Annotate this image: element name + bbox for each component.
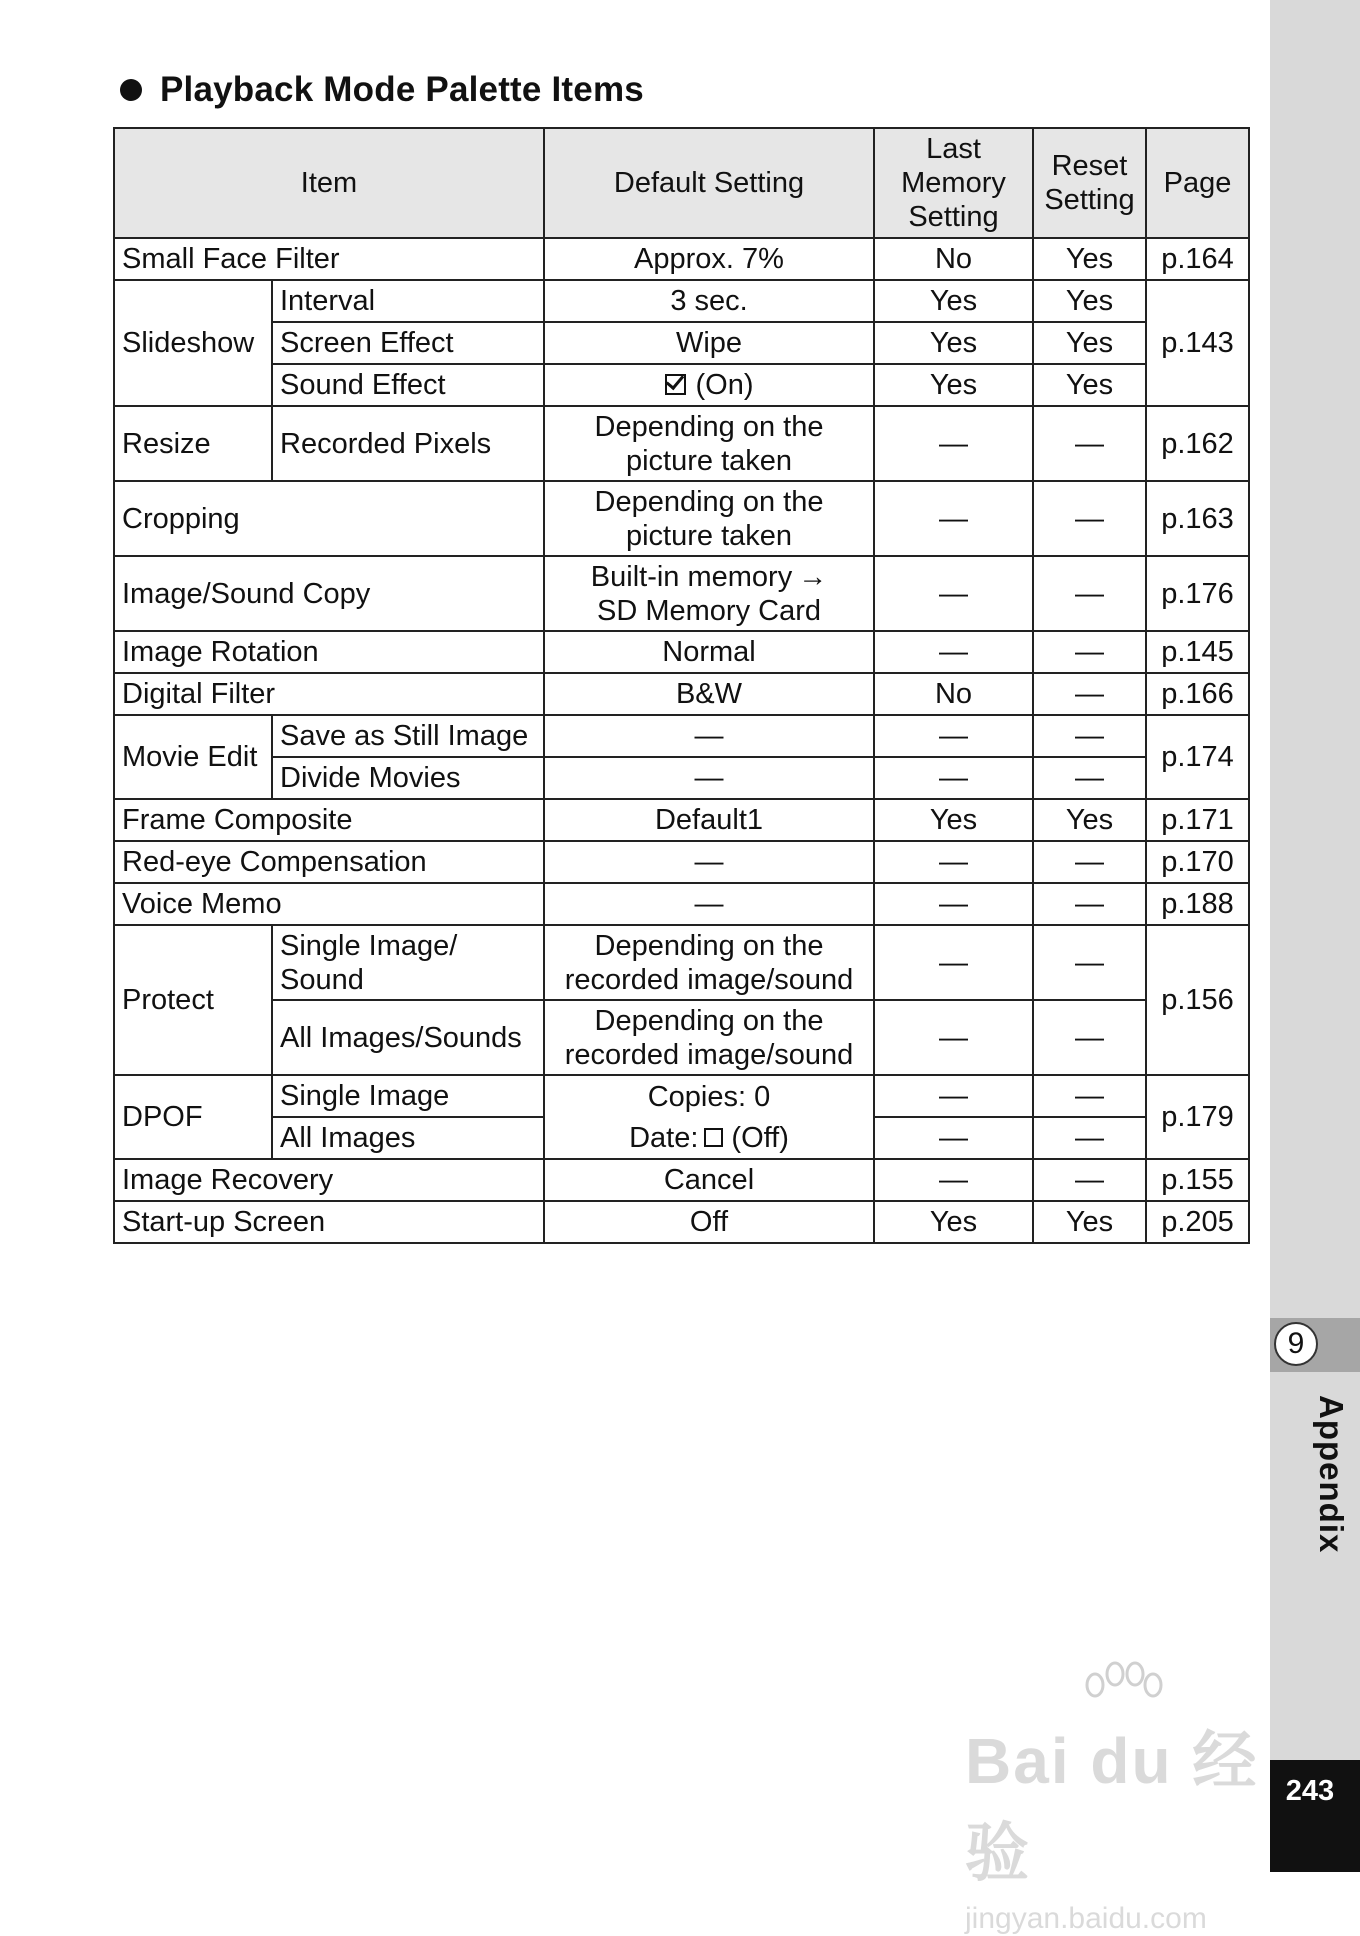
page-cell: p.164 xyxy=(1146,238,1249,280)
table-row xyxy=(114,673,1249,715)
table-row xyxy=(114,364,1249,406)
page-cell: p.163 xyxy=(1146,481,1249,556)
page-cell: p.143 xyxy=(1146,280,1249,406)
item-cell: Image Rotation xyxy=(114,631,544,673)
default-cell: Approx. 7% xyxy=(544,238,874,280)
table-row xyxy=(114,1000,1249,1075)
page-cell: p.155 xyxy=(1146,1159,1249,1201)
watermark xyxy=(965,1660,1275,1935)
unchecked-box-icon xyxy=(704,1128,723,1147)
page-cell: p.170 xyxy=(1146,841,1249,883)
reset-cell: — xyxy=(1033,631,1146,673)
reset-cell: — xyxy=(1033,883,1146,925)
last-memory-cell: — xyxy=(874,1117,1033,1159)
reset-cell: — xyxy=(1033,757,1146,799)
item-cell: Red-eye Compensation xyxy=(114,841,544,883)
header-last-memory: Last Memory Setting xyxy=(874,128,1033,238)
page-cell: p.176 xyxy=(1146,556,1249,631)
default-cell: Wipe xyxy=(544,322,874,364)
reset-cell: Yes xyxy=(1033,280,1146,322)
item-cell: Cropping xyxy=(114,481,544,556)
default-cell: Date: (Off) xyxy=(544,1117,874,1159)
item-cell: Start-up Screen xyxy=(114,1201,544,1243)
sub-item-cell: Sound Effect xyxy=(272,364,544,406)
reset-cell: — xyxy=(1033,481,1146,556)
page-cell: p.171 xyxy=(1146,799,1249,841)
reset-cell: — xyxy=(1033,1075,1146,1117)
item-cell: Digital Filter xyxy=(114,673,544,715)
table-row xyxy=(114,1075,1249,1117)
header-item: Item xyxy=(114,128,544,238)
reset-cell: Yes xyxy=(1033,322,1146,364)
default-cell: Built-in memory → SD Memory Card xyxy=(544,556,874,631)
header-page: Page xyxy=(1146,128,1249,238)
default-cell: Default1 xyxy=(544,799,874,841)
last-memory-cell: Yes xyxy=(874,322,1033,364)
sub-item-cell: Recorded Pixels xyxy=(272,406,544,481)
sub-item-cell: Interval xyxy=(272,280,544,322)
default-cell: Cancel xyxy=(544,1159,874,1201)
watermark-logo: Bai du 经验 xyxy=(965,1725,1259,1889)
table-row xyxy=(114,481,1249,556)
table-row xyxy=(114,1159,1249,1201)
reset-cell: — xyxy=(1033,841,1146,883)
default-cell: Copies: 0 xyxy=(544,1075,874,1117)
default-cell: Normal xyxy=(544,631,874,673)
table-row xyxy=(114,631,1249,673)
chapter-title: Appendix xyxy=(1313,1395,1350,1554)
palette-items-table xyxy=(113,127,1250,1244)
chapter-number: 9 xyxy=(1274,1322,1318,1366)
default-cell: (On) xyxy=(544,364,874,406)
section-heading xyxy=(120,70,644,110)
sub-item-cell: Single Image/ Sound xyxy=(272,925,544,1000)
page-cell: p.188 xyxy=(1146,883,1249,925)
item-cell: Image/Sound Copy xyxy=(114,556,544,631)
reset-cell: Yes xyxy=(1033,238,1146,280)
reset-cell: — xyxy=(1033,673,1146,715)
page-cell: p.166 xyxy=(1146,673,1249,715)
default-cell: B&W xyxy=(544,673,874,715)
sub-item-cell: All Images xyxy=(272,1117,544,1159)
group-cell: Movie Edit xyxy=(114,715,272,799)
table-row xyxy=(114,715,1249,757)
last-memory-cell: — xyxy=(874,481,1033,556)
table-row xyxy=(114,925,1249,1000)
group-cell: Protect xyxy=(114,925,272,1075)
reset-cell: — xyxy=(1033,1000,1146,1075)
last-memory-cell: — xyxy=(874,556,1033,631)
table-row xyxy=(114,1201,1249,1243)
default-cell: — xyxy=(544,883,874,925)
page-cell: p.179 xyxy=(1146,1075,1249,1159)
reset-cell: Yes xyxy=(1033,1201,1146,1243)
default-cell: Depending on the picture taken xyxy=(544,406,874,481)
page-cell: p.174 xyxy=(1146,715,1249,799)
right-arrow-icon: → xyxy=(798,560,828,593)
item-cell: Small Face Filter xyxy=(114,238,544,280)
last-memory-cell: — xyxy=(874,1000,1033,1075)
default-cell: Depending on the recorded image/sound xyxy=(544,925,874,1000)
item-cell: Voice Memo xyxy=(114,883,544,925)
last-memory-cell: — xyxy=(874,1159,1033,1201)
table-row xyxy=(114,238,1249,280)
table-header-row xyxy=(114,128,1249,238)
last-memory-cell: Yes xyxy=(874,799,1033,841)
page-cell: p.145 xyxy=(1146,631,1249,673)
last-memory-cell: — xyxy=(874,925,1033,1000)
table-row xyxy=(114,841,1249,883)
default-cell: 3 sec. xyxy=(544,280,874,322)
group-cell: Resize xyxy=(114,406,272,481)
sub-item-cell: Divide Movies xyxy=(272,757,544,799)
sub-item-cell: Screen Effect xyxy=(272,322,544,364)
table-row xyxy=(114,799,1249,841)
last-memory-cell: — xyxy=(874,406,1033,481)
last-memory-cell: No xyxy=(874,238,1033,280)
table-row xyxy=(114,406,1249,481)
reset-cell: Yes xyxy=(1033,799,1146,841)
header-reset-setting: Reset Setting xyxy=(1033,128,1146,238)
default-cell: — xyxy=(544,757,874,799)
item-cell: Image Recovery xyxy=(114,1159,544,1201)
sub-item-cell: Single Image xyxy=(272,1075,544,1117)
page-cell: p.162 xyxy=(1146,406,1249,481)
checked-box-icon xyxy=(665,374,686,395)
reset-cell: — xyxy=(1033,715,1146,757)
last-memory-cell: — xyxy=(874,631,1033,673)
last-memory-cell: — xyxy=(874,1075,1033,1117)
table-row xyxy=(114,757,1249,799)
reset-cell: — xyxy=(1033,925,1146,1000)
page-cell: p.205 xyxy=(1146,1201,1249,1243)
page-number: 243 xyxy=(1285,1775,1335,1807)
sub-item-cell: Save as Still Image xyxy=(272,715,544,757)
last-memory-cell: Yes xyxy=(874,364,1033,406)
heading-text: Playback Mode Palette Items xyxy=(160,70,644,109)
default-cell: Depending on the recorded image/sound xyxy=(544,1000,874,1075)
table-row xyxy=(114,883,1249,925)
paw-icon xyxy=(1075,1660,1165,1720)
reset-cell: — xyxy=(1033,1159,1146,1201)
last-memory-cell: — xyxy=(874,883,1033,925)
sub-item-cell: All Images/Sounds xyxy=(272,1000,544,1075)
last-memory-cell: Yes xyxy=(874,1201,1033,1243)
table-row xyxy=(114,322,1249,364)
default-cell: Depending on the picture taken xyxy=(544,481,874,556)
item-cell: Frame Composite xyxy=(114,799,544,841)
reset-cell: — xyxy=(1033,406,1146,481)
last-memory-cell: — xyxy=(874,841,1033,883)
bullet-icon xyxy=(120,79,142,101)
last-memory-cell: No xyxy=(874,673,1033,715)
last-memory-cell: — xyxy=(874,715,1033,757)
reset-cell: — xyxy=(1033,556,1146,631)
default-cell: — xyxy=(544,715,874,757)
last-memory-cell: — xyxy=(874,757,1033,799)
header-default-setting: Default Setting xyxy=(544,128,874,238)
page-cell: p.156 xyxy=(1146,925,1249,1075)
table-row xyxy=(114,556,1249,631)
reset-cell: Yes xyxy=(1033,364,1146,406)
group-cell: Slideshow xyxy=(114,280,272,406)
last-memory-cell: Yes xyxy=(874,280,1033,322)
reset-cell: — xyxy=(1033,1117,1146,1159)
watermark-url: jingyan.baidu.com xyxy=(965,1902,1207,1935)
default-cell: — xyxy=(544,841,874,883)
table-row xyxy=(114,1117,1249,1159)
table-row xyxy=(114,280,1249,322)
default-cell: Off xyxy=(544,1201,874,1243)
group-cell: DPOF xyxy=(114,1075,272,1159)
